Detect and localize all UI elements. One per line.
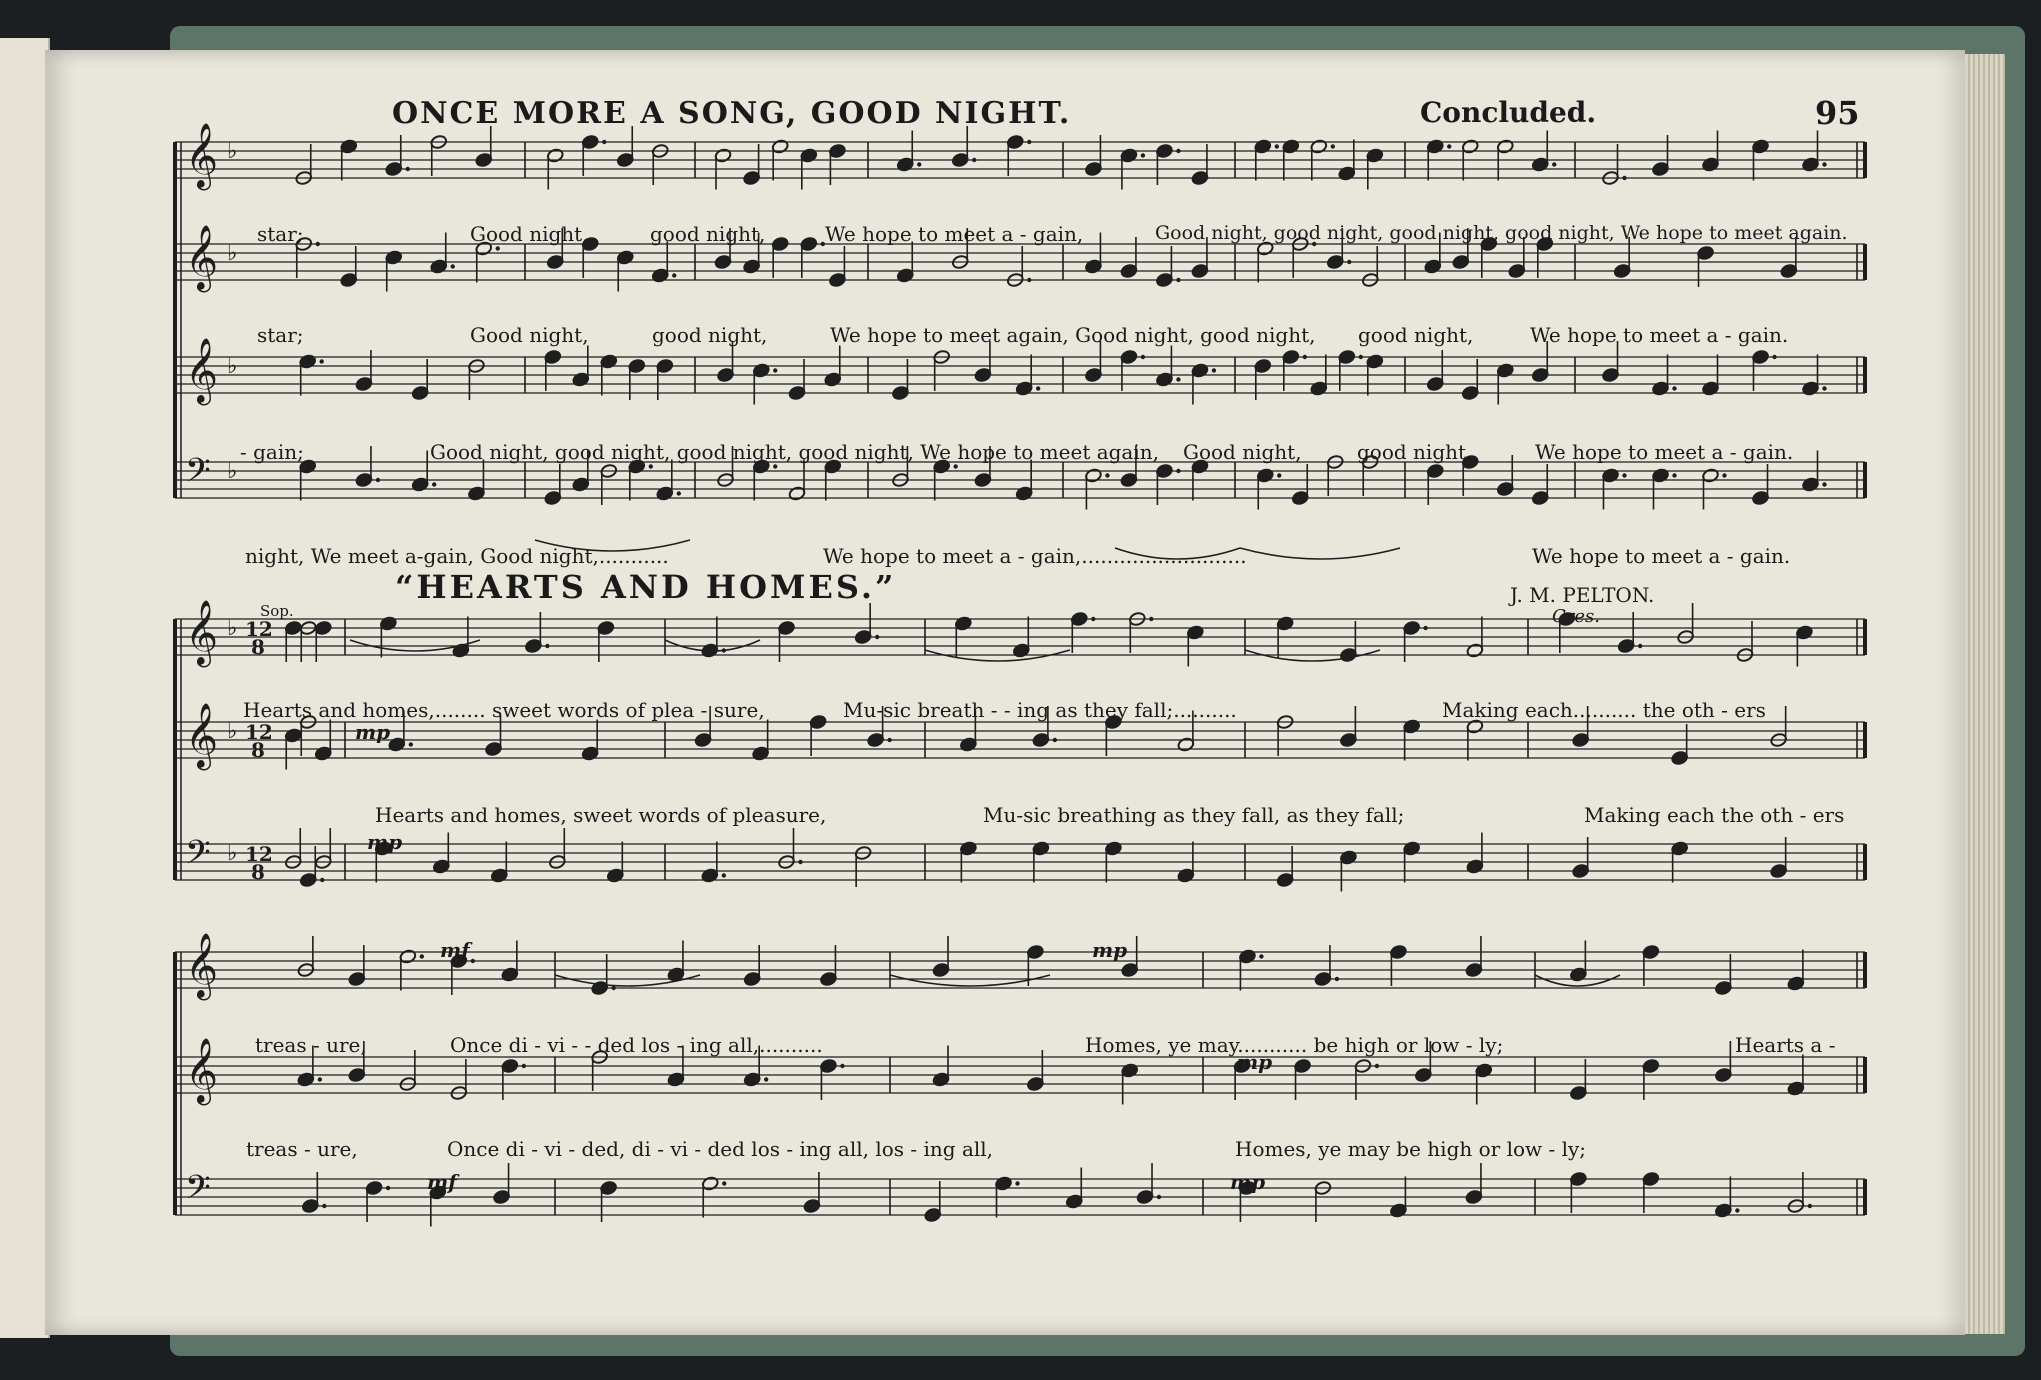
dot (722, 1181, 726, 1185)
flat-sign: ♭ (227, 719, 238, 744)
dot (496, 246, 500, 250)
lyric: good night, (650, 222, 766, 246)
dot (316, 242, 320, 246)
lyric: star; (257, 323, 304, 347)
slur (1240, 548, 1400, 559)
time-signature: 8 (251, 738, 265, 762)
dynamic-marking: mp (1092, 938, 1128, 962)
lyric: Good night, (470, 222, 589, 246)
treble-clef: 𝄞 (185, 338, 219, 403)
dot (376, 478, 380, 482)
dot (409, 742, 413, 746)
lyric: Making each.......... the oth - ers (1442, 698, 1766, 722)
dot (1275, 144, 1279, 148)
dot (1672, 386, 1676, 390)
dot (471, 959, 475, 963)
bass-clef: 𝄢 (185, 452, 211, 498)
treble-clef: 𝄞 (185, 123, 219, 188)
dot (1015, 1181, 1019, 1185)
dot (1622, 473, 1626, 477)
dot (1552, 162, 1556, 166)
dot (1303, 355, 1307, 359)
dot (1638, 644, 1642, 648)
time-signature: 12 (245, 720, 273, 744)
flat-sign: ♭ (227, 241, 238, 266)
lyric: Good night, (1183, 440, 1302, 464)
dot (319, 359, 323, 363)
flat-sign: ♭ (227, 354, 238, 379)
dynamic-marking: mp (1230, 1170, 1266, 1194)
dot (1105, 473, 1109, 477)
lyric: We hope to meet a - gain. (1530, 323, 1789, 347)
dot (1027, 140, 1031, 144)
lyric: Hearts a - (1735, 1033, 1836, 1057)
flat-sign: ♭ (227, 616, 238, 641)
dot (1772, 355, 1776, 359)
dot (1053, 738, 1057, 742)
dot (972, 158, 976, 162)
lyric: - gain; (240, 440, 304, 464)
dot (1027, 278, 1031, 282)
lyric: Mu-sic breath - - ing as they fall;.......... (843, 698, 1237, 722)
dot (1622, 176, 1626, 180)
lyric: We hope to meet a - gain, (825, 222, 1084, 246)
page-title: ONCE MORE A SONG, GOOD NIGHT. (392, 96, 1072, 131)
dot (1359, 355, 1363, 359)
dot (451, 264, 455, 268)
treble-clef: 𝄞 (185, 1038, 219, 1103)
lyric: good night, (1357, 440, 1473, 464)
dynamic-marking: mf (427, 1170, 457, 1194)
dot (1347, 260, 1351, 264)
lyric: Hearts and homes, sweet words of pleasure, (375, 803, 827, 827)
dot (545, 644, 549, 648)
dot (1036, 386, 1040, 390)
dot (1335, 977, 1339, 981)
dot (602, 140, 606, 144)
treble-clef: 𝄞 (185, 933, 219, 998)
dot (672, 273, 676, 277)
dot (1672, 473, 1676, 477)
dot (1822, 482, 1826, 486)
dot (1447, 144, 1451, 148)
dot (1141, 355, 1145, 359)
dot (722, 873, 726, 877)
lyric: Hearts and homes,........ sweet words of plea - sure, (243, 698, 765, 722)
lyric: We hope to meet again, Good night, good night, (830, 323, 1316, 347)
dot (1176, 278, 1180, 282)
dot (1735, 1208, 1739, 1212)
dot (764, 1077, 768, 1081)
slur (890, 975, 1050, 986)
treble-clef: 𝄞 (185, 703, 219, 768)
dot (420, 954, 424, 958)
dot (322, 1204, 326, 1208)
dot (677, 491, 681, 495)
time-signature: 12 (245, 617, 273, 641)
lyric: treas - ure, (255, 1033, 367, 1057)
dot (386, 1186, 390, 1190)
dynamic-marking: mp (355, 720, 391, 744)
dot (432, 482, 436, 486)
song-title: “HEARTS AND HOMES.” (395, 568, 897, 606)
dot (1212, 368, 1216, 372)
lyric: We hope to meet a - gain. (1532, 544, 1791, 568)
treble-clef: 𝄞 (185, 600, 219, 665)
dot (840, 1064, 844, 1068)
dot (318, 1077, 322, 1081)
dot (1375, 1064, 1379, 1068)
page-number: 95 (1815, 94, 1860, 132)
time-signature: 8 (251, 860, 265, 884)
lyric: star; (257, 222, 304, 246)
dynamic-marking: mp (1237, 1050, 1273, 1074)
lyric: Good night, good night, good night, good night, We hope to meet again, (430, 440, 1159, 464)
dot (953, 464, 957, 468)
dot (1149, 617, 1153, 621)
lyric: Homes, ye may........... be high or low - ly; (1085, 1033, 1504, 1057)
dot (320, 878, 324, 882)
cres-marking: Cres. (1552, 606, 1600, 627)
lyric: good night, (1358, 323, 1474, 347)
dot (798, 860, 802, 864)
dot (1091, 617, 1095, 621)
dynamic-marking: mf (440, 938, 470, 962)
lyric: treas - ure, (246, 1137, 358, 1161)
dot (887, 738, 891, 742)
bass-clef: 𝄢 (185, 834, 211, 880)
dot (1157, 1195, 1161, 1199)
lyric: Once di - vi - ded, di - vi - ded los - ing all, los - ing all, (447, 1137, 994, 1161)
lyric: Mu-sic breathing as they fall, as they fall; (983, 803, 1405, 827)
dot (1176, 377, 1180, 381)
dot (773, 464, 777, 468)
time-signature: 12 (245, 842, 273, 866)
lyric: Once di - vi - - ded los - ing all,.......... (450, 1033, 823, 1057)
page-subtitle: Concluded. (1420, 96, 1597, 129)
lyric: We hope to meet a - gain. (1535, 440, 1794, 464)
dot (1141, 153, 1145, 157)
lyric: We hope to meet a - gain,.......................... (823, 544, 1247, 568)
dot (1423, 626, 1427, 630)
time-signature: 8 (251, 635, 265, 659)
voice-label: Sop. (260, 602, 294, 620)
bass-clef: 𝄢 (185, 1169, 211, 1215)
dynamic-marking: mp (367, 830, 403, 854)
lyric: Good night, good night, good night, good night, We hope to meet again. (1155, 222, 1848, 244)
flat-sign: ♭ (227, 841, 238, 866)
dot (1259, 954, 1263, 958)
dot (1822, 386, 1826, 390)
flat-sign: ♭ (227, 459, 238, 484)
dot (1331, 144, 1335, 148)
composer: J. M. PELTON. (1510, 583, 1655, 607)
flat-sign: ♭ (227, 139, 238, 164)
dot (917, 162, 921, 166)
dot (406, 167, 410, 171)
dot (1277, 473, 1281, 477)
dot (875, 635, 879, 639)
lyric: night, We meet a-gain, Good night,........... (245, 544, 669, 568)
treble-clef: 𝄞 (185, 225, 219, 290)
dot (1808, 1204, 1812, 1208)
lyric: Making each the oth - ers (1584, 803, 1845, 827)
dot (522, 1064, 526, 1068)
dot (1176, 469, 1180, 473)
dot (773, 368, 777, 372)
dot (1722, 473, 1726, 477)
lyric: Homes, ye may be high or low - ly; (1235, 1137, 1587, 1161)
lyric: good night, (652, 323, 768, 347)
dot (1176, 149, 1180, 153)
lyric: Good night, (470, 323, 589, 347)
dot (649, 464, 653, 468)
dot (1822, 162, 1826, 166)
